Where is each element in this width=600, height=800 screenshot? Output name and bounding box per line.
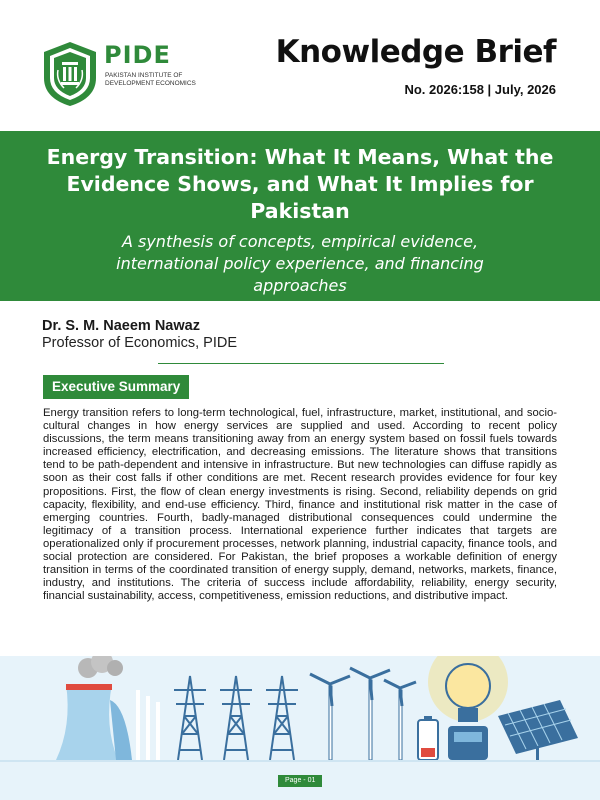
logo-wordmark: PIDE — [104, 41, 171, 69]
logo-subtitle: PAKISTAN INSTITUTE OF DEVELOPMENT ECONOMICS — [105, 72, 196, 87]
document-title: Energy Transition: What It Means, What the Evidence Shows, and What It Implies for Pakistan — [46, 145, 554, 223]
author-block — [42, 318, 237, 352]
issue-number: No. 2026:158 | July, 2026 — [404, 82, 556, 97]
divider — [158, 363, 444, 364]
author-role: Professor of Economics, PIDE — [42, 335, 238, 351]
author-name: Dr. S. M. Naeem Nawaz — [42, 318, 200, 334]
section-heading: Executive Summary — [43, 375, 189, 399]
page-header — [0, 0, 600, 130]
title-banner — [0, 131, 600, 301]
battery-icon — [418, 716, 438, 760]
document-subtitle: A synthesis of concepts, empirical evidence, international policy experience, and financing approaches — [116, 232, 484, 295]
publication-title: Knowledge Brief — [275, 34, 556, 70]
summary-paragraph: Energy transition refers to long-term technological, fuel, infrastructure, market, institutional, and socio-cultural changes in how energy services are supplied and used. According to recent policy discussions, the term means transitioning away from an energy system based on fossil fuels towards increased efficiency, electrification, and decreasing emissions. The literature shows that transitions tend to be path-dependent and intensive in infrastructure. But new technologies can diffuse rapidly as soon as their cost falls if other conditions are met. Recent research provides evidence for four key propositions. First, the flow of clean energy investments is rising. Second, reliability depends on grid capacity, flexibility, and end-use efficiency. Third, finance and institutional risk matter in the case of emerging countries. Fourth, badly-managed distributional consequences could undermine the legitimacy of a transition process. International experience further indicates that targets are operationalized only if procurement processes, network planning, industrial capacity, finance tools, and social protection are considered. For Pakistan, the brief proposes a workable definition of energy transition in terms of the coordinated transition of energy supply, demand, networks, markets, finance, industry, and institutions. The criteria of success include affordability, reliability, energy security, financial sustainability, access, competitiveness, emission reductions, and distributive impact. — [43, 407, 557, 603]
page-number: Page - 01 — [278, 775, 322, 787]
pide-emblem-icon — [42, 40, 98, 108]
